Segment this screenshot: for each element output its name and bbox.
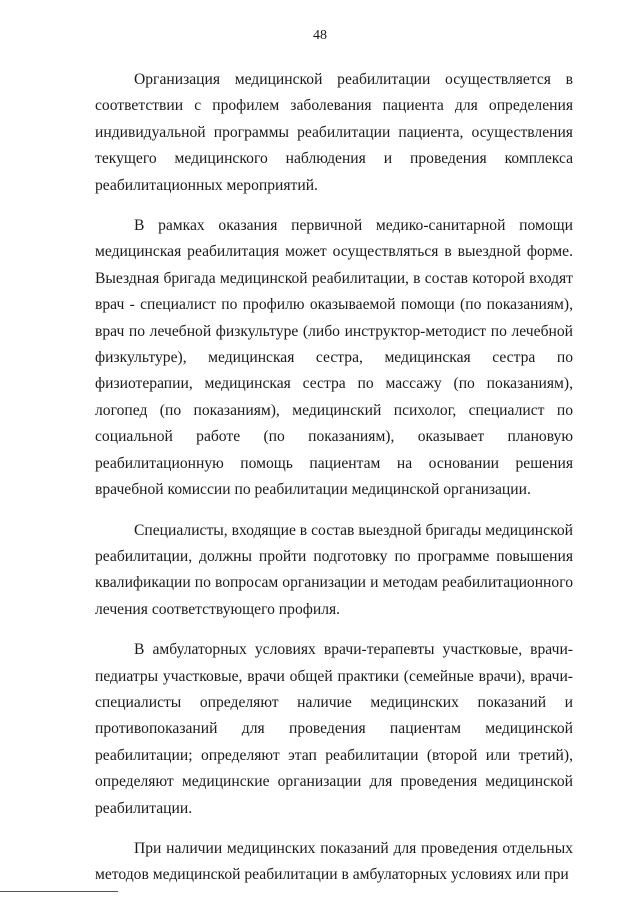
document-body xyxy=(95,67,573,903)
bottom-edge-line xyxy=(0,891,118,892)
page-number: 48 xyxy=(313,28,327,43)
paragraph: Специалисты, входящие в состав выездной бригады медицинской реабилитации, должны пройти подготовку по программе повышения квалификации по вопросам организации и методам реабилитационного лечения соответствующего профиля. xyxy=(95,521,573,618)
paragraph: При наличии медицинских показаний для проведения отдельных методов медицинской реабилитации в амбулаторных условиях или при xyxy=(95,839,573,884)
paragraph: В амбулаторных условиях врачи-терапевты участковые, врачи-педиатры участковые, врачи общей практики (семейные врачи), врачи-специалисты определяют наличие медицинских показаний и противопоказаний для проведения пациентам медицинской реабилитации; определяют этап реабилитации (второй или третий), определяют медицинские организации для проведения медицинской реабилитации. xyxy=(95,641,573,817)
paragraph: Организация медицинской реабилитации осуществляется в соответствии с профилем заболевания пациента для определения индивидуальной программы реабилитации пациента, осуществления текущего медицинского наблюдения и проведения комплекса реабилитационных мероприятий. xyxy=(95,71,573,194)
paragraph: В рамках оказания первичной медико-санитарной помощи медицинская реабилитация может осуществляться в выездной форме. Выездная бригада медицинской реабилитации, в состав которой входят врач - специалист по профилю оказываемой помощи (по показаниям), врач по лечебной физкультуре (либо инструктор-методист по лечебной физкультуре), медицинская сестра, медицинская сестра по физиотерапии, медицинская сестра по массажу (по показаниям), логопед (по показаниям), медицинский психолог, специалист по социальной работе (по показаниям), оказывает плановую реабилитационную помощь пациентам на основании решения врачебной комиссии по реабилитации медицинской организации. xyxy=(95,217,573,499)
